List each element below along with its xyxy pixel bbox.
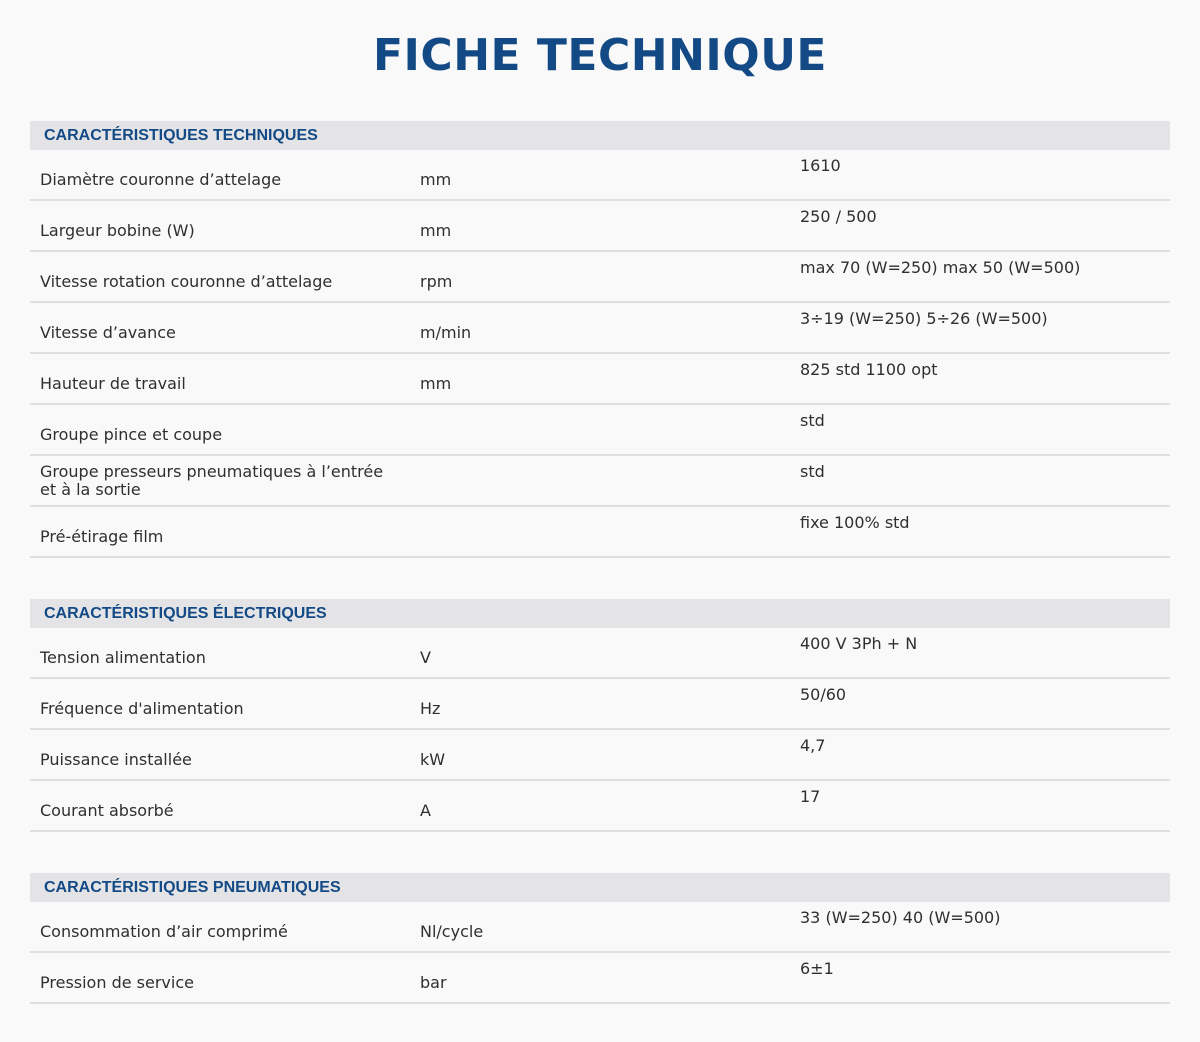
spec-unit: rpm xyxy=(420,272,453,291)
spec-value: 17 xyxy=(800,787,821,806)
spec-value: 50/60 xyxy=(800,685,847,704)
spec-unit: m/min xyxy=(420,323,472,342)
spec-value: 3÷19 (W=250) 5÷26 (W=500) xyxy=(800,309,1048,328)
table-row xyxy=(30,150,1170,201)
section-heading: CARACTÉRISTIQUES ÉLECTRIQUES xyxy=(30,599,1170,628)
table-row xyxy=(30,902,1170,953)
table-row xyxy=(30,456,1170,507)
table-row xyxy=(30,354,1170,405)
spec-value: max 70 (W=250) max 50 (W=500) xyxy=(800,258,1081,277)
spec-label: Largeur bobine (W) xyxy=(40,221,195,240)
spec-unit: A xyxy=(420,801,431,820)
table-row xyxy=(30,507,1170,558)
table-row xyxy=(30,303,1170,354)
table-row xyxy=(30,405,1170,456)
spec-label: Groupe pince et coupe xyxy=(40,425,223,444)
spec-label: Tension alimentation xyxy=(40,648,206,667)
spec-value: fixe 100% std xyxy=(800,513,910,532)
table-row xyxy=(30,730,1170,781)
section-technical xyxy=(30,121,1170,558)
section-pneumatic xyxy=(30,873,1170,1004)
table-row xyxy=(30,781,1170,832)
spec-value: 825 std 1100 opt xyxy=(800,360,938,379)
spec-label: Pré-étirage film xyxy=(40,527,164,546)
spec-value: 400 V 3Ph + N xyxy=(800,634,918,653)
table-row xyxy=(30,679,1170,730)
spec-unit: Hz xyxy=(420,699,441,718)
spec-unit: bar xyxy=(420,973,447,992)
table-row xyxy=(30,252,1170,303)
spec-value: 33 (W=250) 40 (W=500) xyxy=(800,908,1001,927)
table-row xyxy=(30,201,1170,252)
spec-unit: Nl/cycle xyxy=(420,922,484,941)
page-title: FICHE TECHNIQUE xyxy=(373,30,827,81)
spec-value: 250 / 500 xyxy=(800,207,877,226)
spec-value: 4,7 xyxy=(800,736,826,755)
table-row xyxy=(30,628,1170,679)
spec-unit: mm xyxy=(420,170,452,189)
section-electrical xyxy=(30,599,1170,832)
spec-label: Hauteur de travail xyxy=(40,374,186,393)
spec-unit: mm xyxy=(420,374,452,393)
section-heading: CARACTÉRISTIQUES PNEUMATIQUES xyxy=(30,873,1170,902)
spec-label: Courant absorbé xyxy=(40,801,174,820)
spec-label: Fréquence d'alimentation xyxy=(40,699,244,718)
spec-label: Consommation d’air comprimé xyxy=(40,922,288,941)
spec-label: Vitesse rotation couronne d’attelage xyxy=(40,272,333,291)
spec-unit: V xyxy=(420,648,431,667)
spec-label: Vitesse d’avance xyxy=(40,323,176,342)
section-heading: CARACTÉRISTIQUES TECHNIQUES xyxy=(30,121,1170,150)
spec-value: std xyxy=(800,462,825,481)
spec-unit: kW xyxy=(420,750,446,769)
spec-value: 1610 xyxy=(800,156,841,175)
spec-label: Diamètre couronne d’attelage xyxy=(40,170,282,189)
spec-label: Pression de service xyxy=(40,973,194,992)
table-row xyxy=(30,953,1170,1004)
spec-label: Groupe presseurs pneumatiques à l’entrée et à la sortie xyxy=(40,462,384,499)
spec-value: 6±1 xyxy=(800,959,834,978)
spec-value: std xyxy=(800,411,825,430)
spec-label: Puissance installée xyxy=(40,750,192,769)
spec-unit: mm xyxy=(420,221,452,240)
